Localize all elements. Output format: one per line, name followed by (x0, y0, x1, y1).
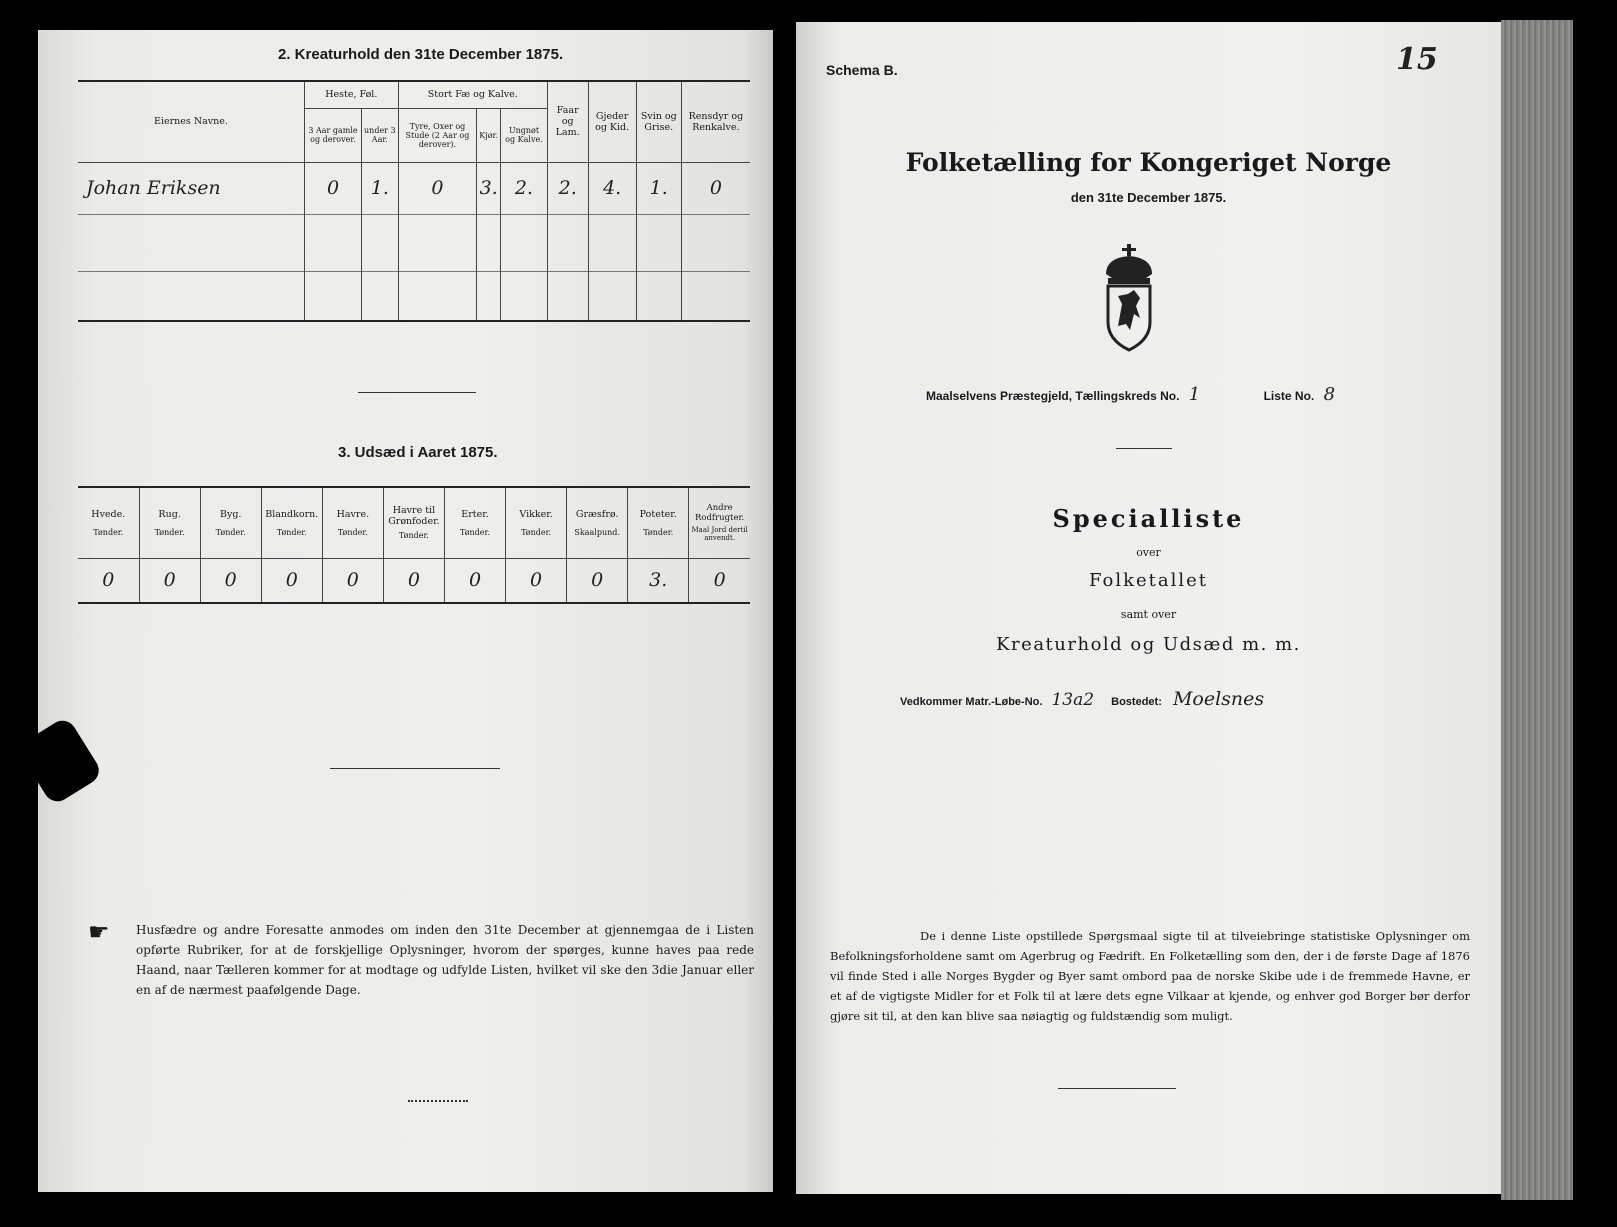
bosted-value: Moelsnes (1172, 688, 1265, 710)
district-label: Tællingskreds No. (1075, 389, 1180, 403)
owner-header: Eiernes Navne. (154, 116, 228, 128)
col-calves: Ungnøt og Kalve. (501, 108, 548, 162)
schema-label: Schema B. (826, 62, 898, 78)
seed-unit: Tønder. (215, 527, 246, 537)
col-horses-young: under 3 Aar. (362, 108, 399, 162)
seed-col-label: Græsfrø. (575, 508, 619, 520)
folio-number: 15 (1396, 42, 1438, 77)
value-cell: 0 (322, 558, 383, 602)
seed-unit: Tønder. (276, 527, 307, 537)
value-cell: 0 (398, 162, 477, 214)
seed-unit: Tønder. (398, 531, 429, 541)
seed-unit: Tønder. (643, 527, 674, 537)
householder-note: Husfædre og andre Foresatte anmodes om inden den 31te December at gjennemgaa de i Listen opførte Rubriker, for at de forskjellige Oplysninger, hvorom der spørges, kunne haves paa rede Haand, naar Tælleren kommer for at modtage og udfylde Listen, hvilket vil ske den 3die Januar eller en af de nærmest paafølgende Dage. (136, 923, 754, 997)
value-cell: 0 (689, 558, 750, 602)
value-cell: 2. (501, 162, 548, 214)
col-pigs: Svin og Grise. (636, 82, 681, 162)
owner-name: Johan Eriksen (86, 177, 221, 199)
col-horses-old: 3 Aar gamle og derover. (305, 108, 362, 162)
seed-col (261, 488, 322, 558)
main-title: Folketælling for Kongeriget Norge (905, 148, 1392, 177)
seed-col-label: Vikker. (519, 508, 553, 520)
divider (358, 392, 476, 393)
seed-col-label: Havre til Grønfoder. (388, 505, 440, 528)
special-list-heading: Specialliste (1052, 504, 1245, 533)
divider (1058, 1088, 1176, 1089)
value-cell: 0 (383, 558, 444, 602)
district-number: 1 (1188, 384, 1201, 405)
value-cell: 0 (305, 162, 362, 214)
seed-col-label: Erter. (461, 508, 489, 520)
seed-table (78, 488, 750, 602)
right-page (796, 22, 1501, 1194)
seed-col-label: Havre. (336, 508, 370, 520)
seed-col (444, 488, 505, 558)
col-cows: Kjør. (477, 108, 501, 162)
seed-unit: Skaalpund. (574, 527, 620, 537)
divider (1116, 448, 1172, 449)
seed-unit: Tønder. (337, 527, 368, 537)
value-cell: 0 (506, 558, 567, 602)
seed-col (506, 488, 567, 558)
group-horses: Heste, Føl. (305, 82, 399, 108)
col-goats: Gjeder og Kid. (588, 82, 636, 162)
divider (408, 1100, 468, 1102)
intro-paragraph: De i denne Liste opstillede Spørgsmaal sigte til at tilveiebringe statistiske Oplysninger om Befolkningsforholdene samt om Agerbrug og Fædrift. En Folketælling som den, der i de første Dage af 1876 vil finde Sted i alle Norges Bygder og Byer samt ombord paa de norske Skibe ude i de fremmede Havne, er et af de vigtigste Midler for et Folk til at lære dets egne Vilkaar at kjende, og enhver god Borger bør derfor gjøre sit til, at den kan blive saa nøiagtig og fuldstændig som muligt. (830, 929, 1470, 1023)
value-cell: 0 (567, 558, 628, 602)
seed-col (200, 488, 261, 558)
value-cell: 0 (444, 558, 505, 602)
parish-line (926, 384, 1335, 405)
col-sheep: Faar og Lam. (547, 82, 588, 162)
census-date: den 31te December 1875. (1070, 190, 1227, 205)
divider (330, 768, 500, 769)
value-cell: 4. (588, 162, 636, 214)
seed-col-label: Byg. (219, 508, 242, 520)
group-cattle: Stort Fæ og Kalve. (398, 82, 547, 108)
seed-unit: Tønder. (154, 527, 185, 537)
value-cell: 0 (139, 558, 200, 602)
col-bulls: Tyre, Oxer og Stude (2 Aar og derover). (398, 108, 477, 162)
seed-col (78, 488, 139, 558)
value-cell: 3. (628, 558, 689, 602)
col-reindeer: Rensdyr og Renkalve. (681, 82, 750, 162)
pointing-hand-icon: ☛ (88, 918, 110, 946)
seed-col-label: Poteter. (639, 508, 677, 520)
matr-number: 13a2 (1051, 690, 1095, 710)
value-cell: 2. (547, 162, 588, 214)
bosted-label: Bostedet: (1111, 696, 1162, 708)
seed-title: 3. Udsæd i Aaret 1875. (338, 444, 498, 461)
rule (78, 320, 750, 322)
list-number: 8 (1323, 384, 1336, 405)
seed-col (689, 488, 750, 558)
seed-col (139, 488, 200, 558)
value-cell: 3. (477, 162, 501, 214)
seed-col (628, 488, 689, 558)
rule (78, 602, 750, 604)
livestock-table (78, 82, 750, 320)
seed-unit: Tønder. (521, 527, 552, 537)
parish: Maalselvens Præstegjeld, (926, 389, 1073, 403)
livestock-title: 2. Kreaturhold den 31te December 1875. (278, 46, 564, 63)
seed-col-label: Hvede. (91, 508, 126, 520)
samt-over-label: samt over (1120, 608, 1177, 621)
seed-col (322, 488, 383, 558)
seed-unit: Tønder. (459, 527, 491, 537)
matr-label: Vedkommer Matr.-Løbe-No. (900, 696, 1043, 708)
seed-unit: Tønder. (93, 527, 124, 537)
over-label: over (1136, 546, 1161, 559)
livestock-seed-label: Kreaturhold og Udsæd m. m. (996, 634, 1301, 655)
value-cell: 0 (681, 162, 750, 214)
list-label: Liste No. (1263, 389, 1315, 403)
seed-col-label: Rug. (158, 508, 181, 520)
value-cell: 1. (362, 162, 399, 214)
left-page (38, 30, 773, 1192)
seed-col (567, 488, 628, 558)
norway-coat-of-arms-icon (1100, 244, 1158, 352)
book-edge (1501, 20, 1573, 1200)
seed-col (383, 488, 444, 558)
seed-unit: Maal Jord dertil anvendt. (691, 526, 748, 543)
value-cell: 0 (102, 569, 115, 592)
seed-col-label: Andre Rodfrugter. (694, 503, 745, 524)
value-cell: 0 (200, 558, 261, 602)
matr-line (900, 688, 1264, 710)
seed-col-label: Blandkorn. (265, 508, 319, 520)
value-cell: 1. (636, 162, 681, 214)
folketallet-label: Folketallet (1088, 570, 1209, 591)
value-cell: 0 (261, 558, 322, 602)
